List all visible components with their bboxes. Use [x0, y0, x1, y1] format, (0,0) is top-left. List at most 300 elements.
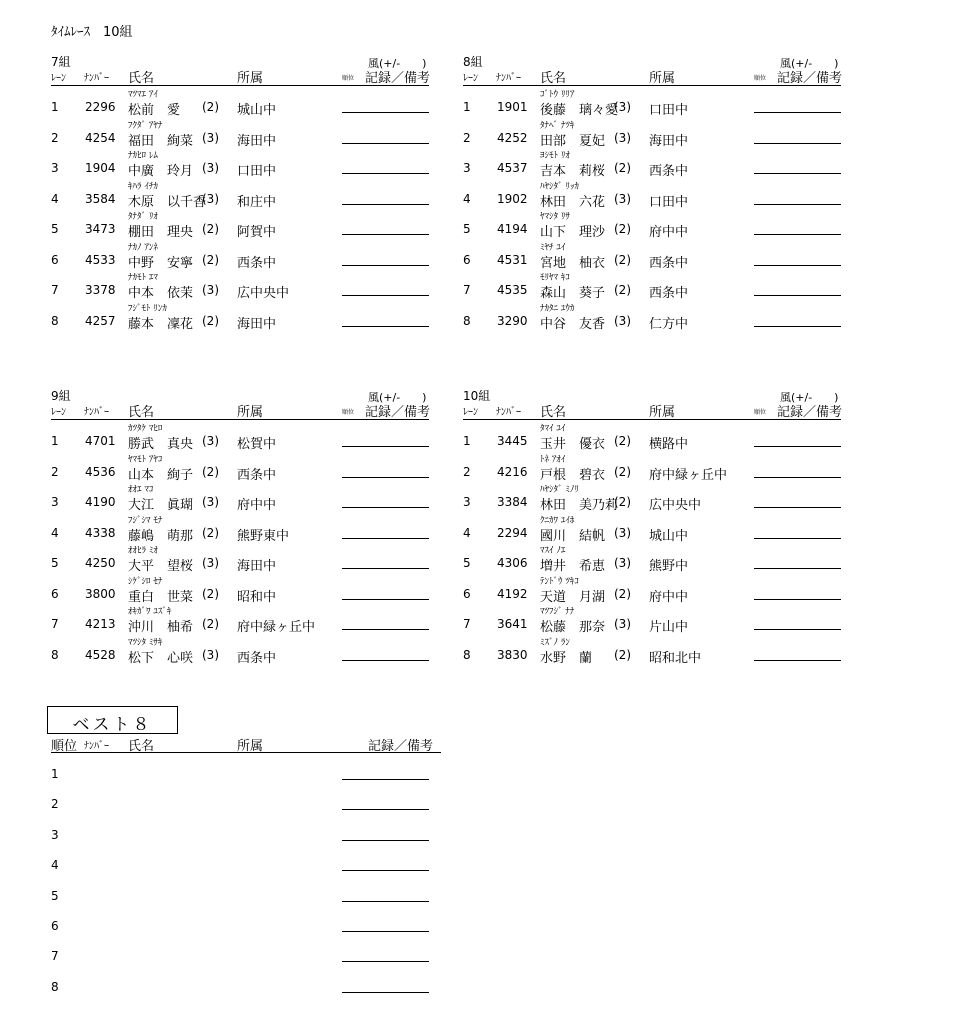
athlete-affiliation: 熊野中 [649, 559, 689, 574]
athlete-grade: (3) [202, 556, 219, 570]
athlete-affiliation: 広中央中 [237, 286, 290, 301]
athlete-row [51, 482, 443, 512]
athlete-kana: ﾏﾂﾌｼﾞ ﾅﾅ [540, 607, 575, 617]
record-blank-line [754, 477, 841, 478]
best8-rank: 2 [51, 797, 59, 812]
athlete-name: 大平 望桜 [128, 559, 194, 574]
bib-number: 4190 [85, 495, 116, 509]
athlete-row [51, 179, 443, 209]
bib-number: 4252 [497, 130, 528, 145]
athlete-grade: (2) [614, 464, 631, 479]
lane-number: 3 [51, 161, 59, 175]
athlete-name: 山下 理沙 [540, 225, 606, 240]
bib-number: 3584 [85, 191, 116, 206]
athlete-kana: ｵｵﾋﾗ ﾐｵ [128, 546, 158, 556]
header-affiliation: 所属 [649, 405, 676, 420]
athlete-kana: ﾖｼﾓﾄ ﾘｵ [540, 151, 570, 161]
lane-number: 7 [463, 283, 471, 297]
record-blank-line [342, 538, 429, 539]
header-lane: ﾚｰﾝ [51, 407, 66, 418]
record-blank-line [754, 173, 841, 174]
record-blank-line [754, 660, 841, 661]
header-name: 氏名 [128, 405, 155, 420]
page-title: ﾀｲﾑﾚｰｽ 10組 [51, 25, 133, 40]
group-name: 9組 [51, 389, 71, 403]
athlete-kana: ｼｹﾞｼﾛ ｾﾅ [128, 576, 163, 587]
athlete-grade: (2) [202, 313, 219, 328]
athlete-name: 藤本 凜花 [128, 316, 194, 332]
athlete-affiliation: 西条中 [649, 286, 689, 301]
record-blank-line [342, 112, 429, 113]
lane-number: 5 [51, 222, 59, 236]
athlete-name: 戸根 碧衣 [540, 467, 606, 483]
lane-number: 5 [51, 556, 59, 570]
record-blank-line [754, 446, 841, 447]
athlete-kana: ﾀﾏｲ ﾕｲ [540, 424, 566, 434]
athlete-row [51, 513, 443, 543]
record-blank-line [342, 234, 429, 235]
lane-number: 2 [463, 130, 471, 145]
athlete-row [463, 270, 855, 300]
best8-row [51, 980, 443, 1010]
record-blank-line [754, 629, 841, 630]
record-blank-line [342, 265, 429, 266]
athlete-kana: ﾏﾂｼﾀ ﾐｻｷ [128, 637, 163, 648]
wind-label: 風(+/- ) [780, 391, 839, 404]
athlete-row [51, 301, 443, 331]
best8-row [51, 889, 443, 919]
athlete-name: 水野 蘭 [540, 650, 593, 666]
athlete-kana: ﾌｼﾞﾓﾄ ﾘﾝｶ [128, 303, 167, 314]
record-blank-line [342, 507, 429, 508]
lane-number: 6 [51, 586, 59, 601]
record-blank-line [754, 538, 841, 539]
athlete-grade: (2) [202, 100, 219, 114]
athlete-name: 中野 安寧 [128, 255, 194, 271]
lane-number: 5 [463, 222, 471, 236]
lane-number: 8 [463, 313, 471, 328]
athlete-row [463, 421, 855, 451]
header-name: 氏名 [128, 71, 155, 86]
bib-number: 4250 [85, 556, 116, 570]
athlete-affiliation: 昭和中 [237, 589, 277, 605]
athlete-row [51, 270, 443, 300]
athlete-row [51, 240, 443, 270]
athlete-row [51, 604, 443, 634]
lane-number: 8 [51, 313, 59, 328]
header-number: ﾅﾝﾊﾞｰ [496, 407, 521, 418]
header-affiliation: 所属 [649, 71, 676, 86]
best8-row [51, 767, 443, 797]
best8-rank: 5 [51, 888, 59, 903]
athlete-grade: (2) [202, 586, 219, 601]
athlete-affiliation: 海田中 [237, 316, 277, 332]
heat-group [51, 53, 443, 333]
athlete-affiliation: 海田中 [649, 133, 689, 149]
athlete-affiliation: 西条中 [237, 650, 277, 666]
athlete-kana: ﾐﾔﾁ ﾕｲ [540, 242, 566, 253]
athlete-name: 松下 心咲 [128, 650, 194, 666]
athlete-row [463, 118, 855, 148]
athlete-affiliation: 府中中 [237, 498, 277, 513]
athlete-name: 松藤 那奈 [540, 620, 606, 635]
athlete-grade: (3) [202, 434, 219, 448]
athlete-row [463, 240, 855, 270]
bib-number: 4194 [497, 222, 528, 236]
athlete-row [51, 118, 443, 148]
record-blank-line [342, 446, 429, 447]
bib-number: 1901 [497, 100, 528, 114]
column-header [51, 401, 443, 419]
athlete-affiliation: 城山中 [649, 528, 689, 544]
athlete-name: 國川 結帆 [540, 528, 606, 544]
record-blank-line [342, 840, 429, 841]
athlete-row [51, 635, 443, 665]
athlete-kana: ﾌｸﾀﾞ ｱﾔﾅ [128, 120, 163, 131]
record-blank-line [342, 326, 429, 327]
athlete-grade: (3) [614, 191, 631, 206]
bib-number: 4257 [85, 313, 116, 328]
record-blank-line [754, 204, 841, 205]
athlete-affiliation: 府中緑ヶ丘中 [649, 467, 728, 483]
athlete-name: 中本 依茉 [128, 286, 194, 301]
heat-group [51, 387, 443, 667]
header-number: ﾅﾝﾊﾞｰ [84, 73, 109, 84]
athlete-name: 大江 眞瑚 [128, 498, 194, 513]
athlete-grade: (3) [614, 130, 631, 145]
athlete-affiliation: 府中中 [649, 589, 689, 605]
lane-number: 2 [51, 464, 59, 479]
lane-number: 4 [463, 191, 471, 206]
record-blank-line [342, 599, 429, 600]
best8-row [51, 858, 443, 888]
athlete-grade: (2) [614, 495, 631, 509]
athlete-grade: (3) [614, 313, 631, 328]
athlete-kana: ﾃﾝﾄﾞｳ ﾂｷｺ [540, 576, 579, 587]
lane-number: 3 [463, 161, 471, 175]
athlete-name: 棚田 理央 [128, 225, 194, 240]
header-lane: ﾚｰﾝ [51, 73, 66, 84]
athlete-affiliation: 片山中 [649, 620, 689, 635]
header-number: ﾅﾝﾊﾞｰ [496, 73, 521, 84]
heat-group [463, 387, 855, 667]
best8-row [51, 797, 443, 827]
heat-group [463, 53, 855, 333]
record-blank-line [342, 660, 429, 661]
wind-label: 風(+/- ) [780, 57, 839, 70]
column-header [51, 67, 443, 85]
athlete-kana: ﾔﾏﾓﾄ ｱﾔｺ [128, 454, 163, 465]
record-blank-line [342, 173, 429, 174]
bib-number: 4533 [85, 252, 116, 267]
best8-rank: 4 [51, 858, 59, 873]
lane-number: 6 [463, 586, 471, 601]
record-blank-line [342, 931, 429, 932]
bib-number: 3384 [497, 495, 528, 509]
header-rule [51, 85, 429, 86]
athlete-grade: (2) [614, 434, 631, 448]
column-header [463, 401, 855, 419]
record-blank-line [342, 779, 429, 780]
athlete-grade: (2) [202, 222, 219, 236]
bib-number: 3290 [497, 313, 528, 328]
athlete-row [463, 635, 855, 665]
athlete-kana: ﾔﾏｼﾀ ﾘｻ [540, 212, 570, 222]
best8-header-record: 記録／備考 [368, 739, 434, 754]
athlete-grade: (3) [202, 495, 219, 509]
group-name: 8組 [463, 55, 483, 69]
athlete-row [463, 209, 855, 239]
header-name: 氏名 [540, 71, 567, 86]
best8-rank: 3 [51, 827, 59, 842]
lane-number: 2 [463, 464, 471, 479]
lane-number: 6 [463, 252, 471, 267]
wind-label: 風(+/- ) [368, 57, 427, 70]
record-blank-line [754, 599, 841, 600]
lane-number: 6 [51, 252, 59, 267]
lane-number: 4 [463, 525, 471, 540]
athlete-name: 森山 葵子 [540, 286, 606, 301]
header-rank: 順位 [754, 409, 767, 416]
athlete-row [463, 574, 855, 604]
record-blank-line [342, 568, 429, 569]
athlete-kana: ﾏﾂﾏｴ ｱｲ [128, 90, 158, 100]
header-rule [463, 85, 841, 86]
lane-number: 1 [463, 434, 471, 448]
best8-row [51, 828, 443, 858]
record-blank-line [342, 204, 429, 205]
lane-number: 1 [463, 100, 471, 114]
header-affiliation: 所属 [237, 405, 264, 420]
best8-rank: 7 [51, 949, 59, 964]
best8-row [51, 919, 443, 949]
athlete-name: 重白 世菜 [128, 589, 194, 605]
header-record: 記録／備考 [365, 71, 431, 86]
athlete-affiliation: 西条中 [649, 255, 689, 271]
athlete-name: 中谷 友香 [540, 316, 606, 332]
athlete-affiliation: 口田中 [649, 103, 689, 118]
athlete-grade: (2) [614, 647, 631, 662]
record-blank-line [342, 629, 429, 630]
athlete-kana: ﾄﾈ ｱｵｲ [540, 454, 566, 465]
athlete-name: 田部 夏妃 [540, 133, 606, 149]
athlete-affiliation: 横路中 [649, 437, 689, 452]
bib-number: 1902 [497, 191, 528, 206]
athlete-grade: (2) [202, 525, 219, 540]
best8-rank: 6 [51, 919, 59, 933]
bib-number: 2294 [497, 525, 528, 540]
athlete-affiliation: 府中中 [649, 225, 689, 240]
header-rank: 順位 [342, 409, 355, 416]
athlete-row [51, 574, 443, 604]
athlete-row [463, 543, 855, 573]
header-record: 記録／備考 [777, 405, 843, 420]
lane-number: 7 [51, 283, 59, 297]
best8-title: ベスト８ [72, 715, 153, 735]
bib-number: 4701 [85, 434, 116, 448]
best8-header-rule [51, 752, 441, 753]
athlete-name: 増井 希恵 [540, 559, 606, 574]
record-blank-line [342, 992, 429, 993]
athlete-row [51, 421, 443, 451]
athlete-affiliation: 城山中 [237, 103, 277, 118]
athlete-grade: (3) [202, 130, 219, 145]
athlete-row [51, 452, 443, 482]
athlete-kana: ﾅｶﾓﾄ ｴﾏ [128, 273, 158, 283]
athlete-name: 天道 月湖 [540, 589, 606, 605]
record-blank-line [754, 112, 841, 113]
athlete-name: 吉本 莉桜 [540, 164, 606, 179]
best8-header-number: ﾅﾝﾊﾞｰ [84, 741, 109, 752]
athlete-name: 山本 絢子 [128, 467, 194, 483]
athlete-kana: ｺﾞﾄｳ ﾘﾘｱ [540, 90, 575, 100]
lane-number: 8 [463, 647, 471, 662]
athlete-grade: (3) [202, 647, 219, 662]
lane-number: 1 [51, 100, 59, 114]
athlete-affiliation: 口田中 [237, 164, 277, 179]
athlete-row [463, 482, 855, 512]
athlete-grade: (2) [614, 252, 631, 267]
athlete-grade: (2) [202, 464, 219, 479]
athlete-kana: ﾀﾅﾍﾞ ﾅﾂｷ [540, 120, 575, 131]
bib-number: 4306 [497, 556, 528, 570]
athlete-grade: (2) [614, 222, 631, 236]
lane-number: 7 [51, 617, 59, 631]
athlete-kana: ﾅｶﾋﾛ ﾚﾑ [128, 151, 158, 161]
lane-number: 4 [51, 525, 59, 540]
header-name: 氏名 [540, 405, 567, 420]
athlete-grade: (3) [202, 191, 219, 206]
athlete-name: 松前 愛 [128, 103, 181, 118]
bib-number: 1904 [85, 161, 116, 175]
athlete-affiliation: 熊野東中 [237, 528, 290, 544]
athlete-kana: ﾐｽﾞﾉ ﾗﾝ [540, 637, 570, 648]
athlete-row [51, 148, 443, 178]
bib-number: 4536 [85, 464, 116, 479]
record-blank-line [342, 870, 429, 871]
header-lane: ﾚｰﾝ [463, 73, 478, 84]
athlete-name: 福田 絢菜 [128, 133, 194, 149]
athlete-grade: (3) [202, 283, 219, 297]
bib-number: 3641 [497, 617, 528, 631]
best8-header-rank: 順位 [51, 739, 78, 754]
bib-number: 4338 [85, 525, 116, 540]
athlete-kana: ｶﾂﾀｹ ﾏﾋﾛ [128, 424, 163, 434]
bib-number: 3830 [497, 647, 528, 662]
athlete-affiliation: 西条中 [649, 164, 689, 179]
athlete-kana: ﾊﾔｼﾀﾞ ﾐﾉﾘ [540, 485, 579, 495]
athlete-affiliation: 和庄中 [237, 194, 277, 210]
bib-number: 2296 [85, 100, 116, 114]
header-record: 記録／備考 [777, 71, 843, 86]
athlete-affiliation: 昭和北中 [649, 650, 702, 666]
athlete-name: 勝武 真央 [128, 437, 194, 452]
lane-number: 5 [463, 556, 471, 570]
bib-number: 4192 [497, 586, 528, 601]
lane-number: 4 [51, 191, 59, 206]
athlete-name: 林田 美乃莉 [540, 498, 619, 513]
bib-number: 4528 [85, 647, 116, 662]
athlete-affiliation: 海田中 [237, 133, 277, 149]
record-blank-line [342, 961, 429, 962]
athlete-row [463, 148, 855, 178]
group-name: 10組 [463, 389, 491, 403]
record-blank-line [754, 568, 841, 569]
record-blank-line [754, 143, 841, 144]
athlete-name: 沖川 柚希 [128, 620, 194, 635]
athlete-row [51, 209, 443, 239]
athlete-kana: ﾅｶﾉ ｱﾝﾈ [128, 242, 158, 253]
header-rule [51, 419, 429, 420]
record-blank-line [754, 265, 841, 266]
athlete-grade: (3) [614, 100, 631, 114]
lane-number: 1 [51, 434, 59, 448]
athlete-kana: ﾏｽｲ ﾉｴ [540, 546, 566, 556]
header-lane: ﾚｰﾝ [463, 407, 478, 418]
best8-row [51, 949, 443, 979]
athlete-grade: (3) [614, 556, 631, 570]
athlete-grade: (3) [202, 161, 219, 175]
lane-number: 8 [51, 647, 59, 662]
lane-number: 3 [51, 495, 59, 509]
athlete-grade: (3) [614, 617, 631, 631]
athlete-grade: (3) [614, 525, 631, 540]
athlete-kana: ﾀﾅﾀﾞ ﾘｵ [128, 212, 158, 222]
athlete-name: 藤嶋 萌那 [128, 528, 194, 544]
header-rank: 順位 [342, 75, 355, 82]
bib-number: 4216 [497, 464, 528, 479]
best8-header-affiliation: 所属 [237, 739, 264, 754]
athlete-row [463, 179, 855, 209]
group-name: 7組 [51, 55, 71, 69]
athlete-row [463, 513, 855, 543]
record-blank-line [342, 477, 429, 478]
athlete-affiliation: 府中緑ヶ丘中 [237, 620, 316, 635]
athlete-grade: (2) [614, 283, 631, 297]
bib-number: 4537 [497, 161, 528, 175]
column-header [463, 67, 855, 85]
athlete-affiliation: 海田中 [237, 559, 277, 574]
header-rank: 順位 [754, 75, 767, 82]
athlete-name: 宮地 柚衣 [540, 255, 606, 271]
record-blank-line [754, 326, 841, 327]
bib-number: 4254 [85, 130, 116, 145]
athlete-affiliation: 阿賀中 [237, 225, 277, 240]
lane-number: 3 [463, 495, 471, 509]
athlete-kana: ﾌｼﾞｼﾏ ﾓﾅ [128, 515, 163, 526]
bib-number: 3445 [497, 434, 528, 448]
bib-number: 4535 [497, 283, 528, 297]
athlete-name: 後藤 璃々愛 [540, 103, 619, 118]
athlete-affiliation: 西条中 [237, 255, 277, 271]
athlete-kana: ｸﾆｶﾜ ﾕｲﾎ [540, 515, 575, 526]
best8-rank: 1 [51, 767, 59, 781]
athlete-row [463, 452, 855, 482]
best8-header-name: 氏名 [128, 739, 155, 754]
athlete-grade: (2) [202, 252, 219, 267]
best8-rank: 8 [51, 979, 59, 994]
record-blank-line [342, 809, 429, 810]
athlete-name: 中廣 玲月 [128, 164, 194, 179]
header-affiliation: 所属 [237, 71, 264, 86]
athlete-grade: (2) [614, 586, 631, 601]
bib-number: 4531 [497, 252, 528, 267]
best8-title-box [47, 706, 178, 734]
record-blank-line [754, 295, 841, 296]
bib-number: 3378 [85, 283, 116, 297]
athlete-row [463, 604, 855, 634]
bib-number: 4213 [85, 617, 116, 631]
